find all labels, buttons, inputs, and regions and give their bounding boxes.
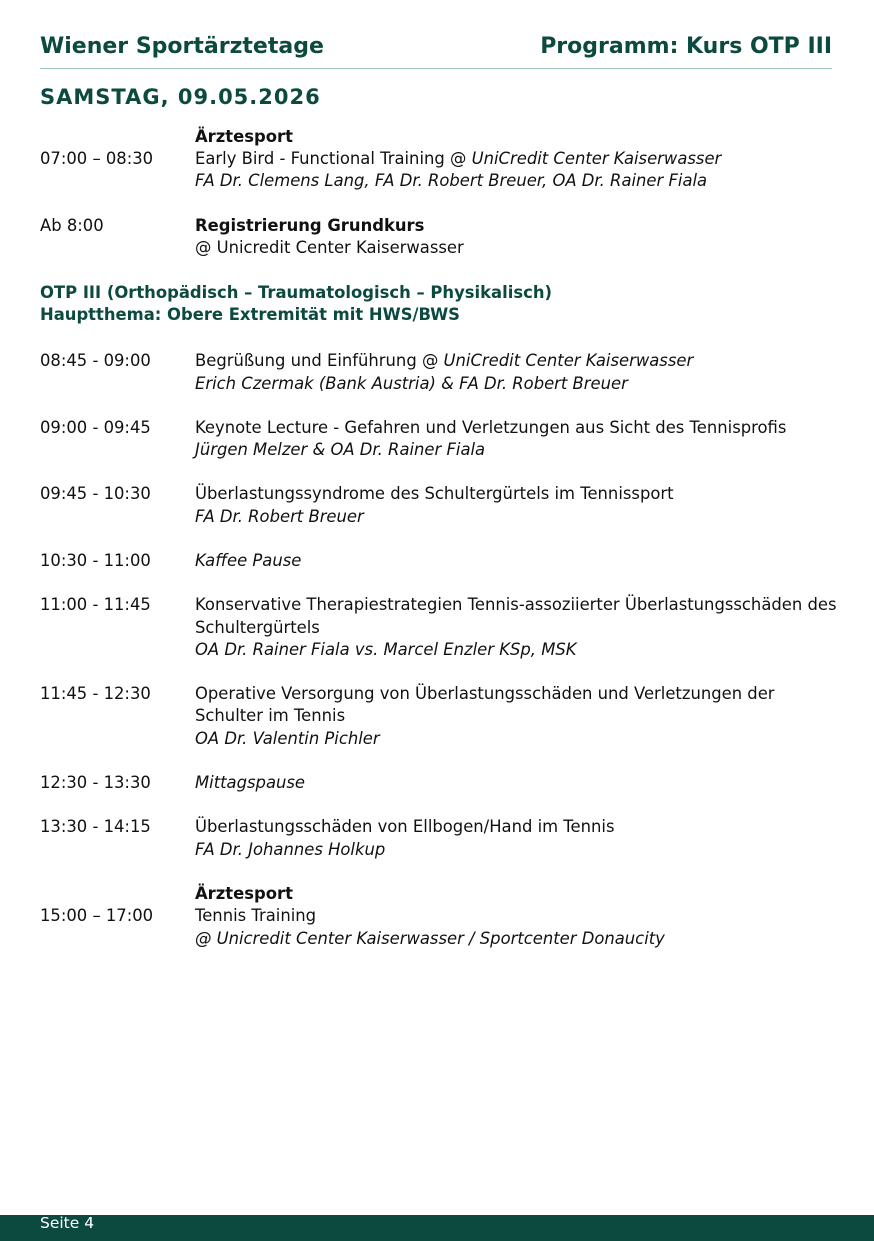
event-title: Wiener Sportärztetage <box>40 34 324 59</box>
entry-title: Mittagspause <box>195 773 305 792</box>
entry-title: Überlastungssyndrome des Schultergürtels im Tennissport <box>195 484 674 503</box>
entry-title-continued: Schulter im Tennis <box>195 706 346 725</box>
entry-time: 12:30 - 13:30 <box>40 773 151 792</box>
entry-speakers: OA Dr. Rainer Fiala vs. Marcel Enzler KSp, MSK <box>195 640 577 659</box>
page-footer <box>0 1215 874 1241</box>
entry-title-text: Early Bird - Functional Training @ <box>195 149 472 168</box>
entry-time: 11:00 - 11:45 <box>40 595 151 614</box>
entry-title: Kaffee Pause <box>195 551 302 570</box>
day-title: SAMSTAG, 09.05.2026 <box>40 85 321 109</box>
entry-time: 09:45 - 10:30 <box>40 484 151 503</box>
entry-time: 07:00 – 08:30 <box>40 149 154 168</box>
entry-heading: Ärztesport <box>195 884 293 903</box>
entry-speakers: FA Dr. Robert Breuer <box>195 507 364 526</box>
entry-title <box>195 148 721 170</box>
page-number: Seite 4 <box>40 1214 95 1232</box>
entry-time: 13:30 - 14:15 <box>40 817 151 836</box>
entry-speakers: Erich Czermak (Bank Austria) & FA Dr. Robert Breuer <box>195 374 628 393</box>
page-header <box>40 34 832 69</box>
entry-speakers: FA Dr. Clemens Lang, FA Dr. Robert Breuer, OA Dr. Rainer Fiala <box>195 171 708 190</box>
entry-speakers: OA Dr. Valentin Pichler <box>195 729 380 748</box>
entry-title-text: Begrüßung und Einführung @ <box>195 351 444 370</box>
section-subtitle: Hauptthema: Obere Extremität mit HWS/BWS <box>40 305 460 324</box>
entry-speakers: FA Dr. Johannes Holkup <box>195 840 386 859</box>
entry-title <box>195 350 693 372</box>
entry-title: Überlastungsschäden von Ellbogen/Hand im Tennis <box>195 817 615 836</box>
entry-time: 08:45 - 09:00 <box>40 351 151 370</box>
entry-time: Ab 8:00 <box>40 216 104 235</box>
entry-title: Tennis Training <box>195 906 317 925</box>
entry-title: Operative Versorgung von Überlastungsschäden und Verletzungen der <box>195 684 775 703</box>
entry-venue: UniCredit Center Kaiserwasser <box>443 351 694 370</box>
entry-heading: Ärztesport <box>195 127 293 146</box>
entry-location: @ Unicredit Center Kaiserwasser <box>195 238 464 257</box>
entry-time: 10:30 - 11:00 <box>40 551 151 570</box>
entry-title: Konservative Therapiestrategien Tennis-assoziierter Überlastungsschäden des <box>195 595 837 614</box>
entry-title-continued: Schultergürtels <box>195 618 320 637</box>
program-title: Programm: Kurs OTP III <box>540 34 832 59</box>
entry-location: @ Unicredit Center Kaiserwasser / Sportcenter Donaucity <box>195 929 665 948</box>
entry-time: 15:00 – 17:00 <box>40 906 154 925</box>
entry-time: 11:45 - 12:30 <box>40 684 151 703</box>
entry-speakers: Jürgen Melzer & OA Dr. Rainer Fiala <box>195 440 486 459</box>
entry-venue: UniCredit Center Kaiserwasser <box>471 149 722 168</box>
section-title: OTP III (Orthopädisch – Traumatologisch – Physikalisch) <box>40 283 552 302</box>
entry-title: Registrierung Grundkurs <box>195 216 425 235</box>
entry-time: 09:00 - 09:45 <box>40 418 151 437</box>
entry-title: Keynote Lecture - Gefahren und Verletzungen aus Sicht des Tennisprofis <box>195 418 787 437</box>
